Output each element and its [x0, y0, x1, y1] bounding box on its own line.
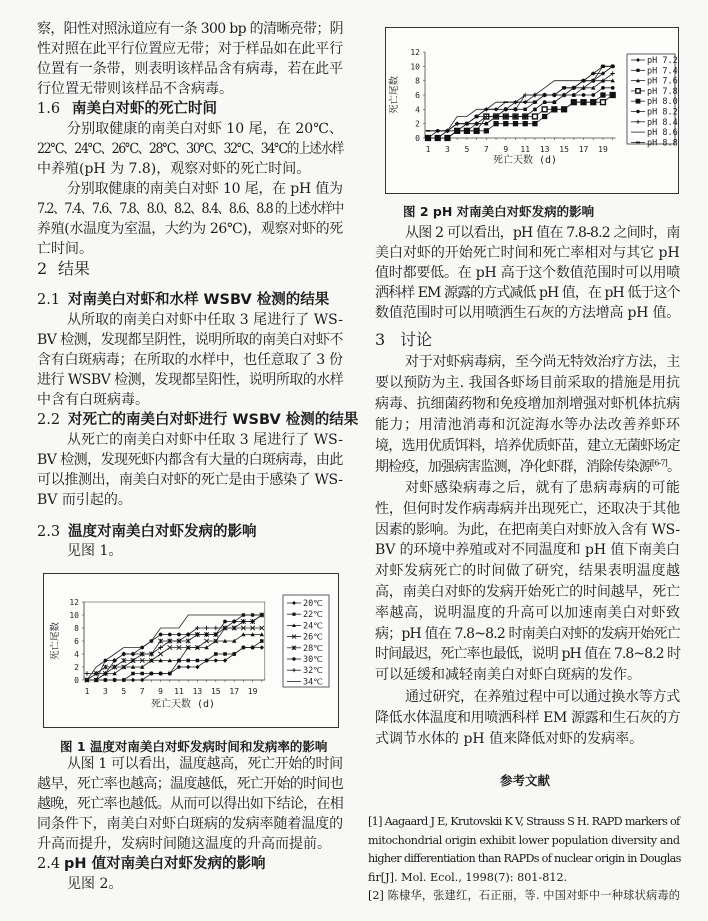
- x-tick-label: 17: [578, 145, 589, 154]
- text-line: 亡时间。: [37, 241, 93, 257]
- reference-line: higher differentiation than RAPDs of nuclear origin in Douglas: [368, 852, 681, 865]
- data-point: [610, 66, 614, 68]
- legend-label: 20℃: [303, 599, 323, 609]
- data-point: [572, 87, 576, 89]
- data-point: [205, 633, 209, 637]
- data-point: [533, 107, 537, 111]
- data-point: [168, 633, 172, 637]
- x-axis-label: 死亡天数 (d): [150, 699, 216, 710]
- section-number: 2.1: [37, 292, 61, 308]
- section-number: 2: [37, 259, 48, 278]
- text-line: 能力；用清池消毒和沉淀海水等办法改善养虾环: [375, 417, 680, 433]
- text-tail: 。: [666, 459, 681, 475]
- section-heading: [37, 522, 257, 542]
- figure-1-caption: 图 1 温度对南美白对虾发病时间和发病率的影响: [60, 739, 328, 754]
- legend-label: 28℃: [303, 643, 323, 654]
- text-line: BV 检测，发现都呈阴性，说明所取的南美白对虾不: [37, 332, 343, 348]
- text-line: 值时都要低。在 pH 高于这个数值范围时可以用喷: [375, 265, 681, 281]
- legend-label: pH 8.6: [647, 128, 678, 139]
- x-tick-label: 5: [464, 145, 470, 154]
- x-tick-label: 7: [139, 687, 145, 696]
- text-line: 越早，死亡率也越高；温度越低，死亡开始的时间也: [37, 776, 343, 792]
- data-point: [455, 129, 459, 133]
- data-point: [601, 66, 605, 68]
- x-tick-label: 19: [598, 145, 608, 154]
- data-point: [464, 128, 469, 133]
- section-title: 南美白对虾的死亡时间: [72, 101, 217, 117]
- data-point: [591, 93, 595, 97]
- data-point: [223, 620, 227, 624]
- data-point: [484, 128, 489, 133]
- data-point: [260, 639, 264, 643]
- legend-label: 30℃: [303, 655, 323, 665]
- text-line: 见图 2。: [67, 876, 123, 892]
- data-point: [533, 114, 538, 119]
- data-point: [523, 121, 528, 126]
- data-point: [445, 130, 449, 132]
- y-axis-label: 死亡尾数: [50, 621, 61, 661]
- y-axis-label: 死亡尾数: [389, 75, 400, 115]
- data-point: [177, 633, 181, 637]
- y-tick-label: 2: [415, 119, 420, 129]
- text-line: 进行 WSBV 检测，发现都呈阳性，说明所取的水样: [37, 372, 344, 388]
- legend-label: 26℃: [303, 632, 323, 643]
- data-point: [504, 101, 508, 103]
- legend: [283, 595, 329, 687]
- text-line: 升高而提升，发病时间随这温度的升高而提前。: [37, 836, 331, 852]
- citation: [6-7]: [651, 458, 667, 468]
- reference-line: mitochondrial origin exhibit lower population diversity and: [368, 833, 680, 847]
- section-number: 2.4: [37, 856, 61, 872]
- text-line: 7.2、7.4、7.6、7.8、8.0、8.2、8.4、8.6、8.8 的上述水样中: [37, 201, 343, 217]
- text-line: 从死亡的南美白对虾中任取 3 尾进行了 WS-: [67, 432, 343, 448]
- section-heading: [37, 410, 358, 430]
- section-title: pH 值对南美白对虾发病的影响: [64, 856, 266, 872]
- legend-marker: [636, 69, 639, 72]
- x-tick-label: 3: [445, 145, 450, 154]
- text-line: 中养殖(pH 为 7.8)，观察对虾的死亡时间。: [37, 161, 311, 177]
- data-point: [611, 86, 615, 90]
- y-tick-label: 12: [69, 598, 79, 607]
- text-line: 中含有白斑病毒。: [37, 392, 149, 408]
- data-point: [533, 101, 537, 103]
- text-line: 从图 1 可以看出，温度越高，死亡开始的时间: [67, 756, 343, 772]
- y-tick-label: 2: [74, 663, 79, 672]
- data-point: [436, 130, 440, 132]
- text-line: 含有白斑病毒；在所取的水样中，也任意取了 3 份: [37, 352, 343, 368]
- text-line: BV 检测，发现死虾内都含有大量的白斑病毒，由此: [37, 452, 343, 468]
- data-point: [523, 115, 527, 119]
- text-line: 性对照在此平行位置应无带；对于样品如在此平行: [37, 41, 343, 57]
- text-line: 美白对虾的开始死亡时间和死亡率相对与其它 pH: [375, 245, 680, 261]
- data-point: [484, 122, 488, 126]
- reference-line: [2] 陈棣华，张建红，石正丽，等. 中国对虾中一种球状病毒的: [368, 889, 680, 902]
- text-line: 分别取健康的南美白对虾 10 尾，在 20℃、: [67, 121, 343, 137]
- section-title: 对南美白对虾和水样 WSBV 检测的结果: [68, 292, 330, 308]
- data-point: [251, 646, 255, 650]
- legend-marker: [636, 142, 640, 144]
- text-line: 养殖(水温度为室温，大约为 26℃)，观察对虾的死: [37, 221, 343, 237]
- text-line: 对虾发病死亡的时间做了研究，结果表明温度越: [375, 563, 680, 580]
- legend: [627, 54, 678, 148]
- data-point: [523, 101, 527, 103]
- x-tick-label: 15: [559, 145, 569, 154]
- data-point: [196, 633, 200, 637]
- text-line: 对虾感染病毒之后，就有了患病毒病的可能: [405, 480, 680, 496]
- y-tick-label: 4: [415, 105, 420, 115]
- figure-2-caption: 图 2 pH 对南美白对虾发病的影响: [403, 204, 595, 219]
- y-tick-label: 4: [74, 650, 79, 659]
- text-line: 病；pH 值在 7.8~8.2 时南美白对虾的发病开始死亡: [375, 625, 680, 642]
- legend-label: 22℃: [303, 610, 323, 621]
- y-tick-label: 10: [69, 611, 79, 620]
- x-tick-label: 9: [158, 687, 164, 696]
- text-line: BV 的环境中养殖或对不同温度和 pH 值下南美白: [375, 542, 680, 559]
- text-line: 降低水体温度和用喷洒科样 EM 源露和生石灰的方: [375, 709, 681, 726]
- text-line: 可以推测出，南美白对虾的死亡是由于感染了 WS-: [37, 472, 343, 488]
- text-line: 高，南美白对虾的发病开始死亡的时间越早，死亡: [375, 584, 680, 600]
- data-point: [104, 678, 108, 682]
- data-point: [113, 678, 117, 682]
- legend-label: 32℃: [303, 666, 323, 677]
- data-point: [465, 123, 469, 125]
- legend-marker: [636, 89, 640, 93]
- legend-label: pH 7.8: [647, 86, 678, 97]
- section-number: 1.6: [37, 101, 61, 117]
- y-tick-label: 12: [410, 48, 420, 57]
- reference-line: fir[J]. Mol. Ecol., 1998(7): 801-812.: [368, 870, 568, 884]
- text-line: [375, 457, 680, 477]
- x-axis-label: 死亡天数 (d): [492, 155, 558, 166]
- data-point: [532, 121, 537, 126]
- data-point: [455, 123, 459, 125]
- section-title: 讨论: [400, 330, 433, 349]
- data-point: [214, 652, 218, 656]
- data-point: [186, 659, 190, 663]
- y-tick-label: 6: [74, 637, 79, 646]
- legend-label: pH 7.6: [647, 76, 678, 87]
- text-line: 数值范围时可以用喷洒生石灰的方法增高 pH 值。: [375, 305, 681, 321]
- section-heading: [375, 330, 432, 350]
- x-tick-label: 13: [539, 145, 550, 154]
- data-point: [140, 672, 144, 676]
- text-line-main: 期检疫，加强病害监测，净化虾群，消除传染源: [375, 459, 652, 475]
- text-line: 因素的影响。为此，在把南美白对虾放入含有 WS-: [375, 521, 680, 538]
- data-point: [542, 94, 546, 96]
- y-tick-label: 8: [74, 624, 79, 633]
- data-point: [543, 100, 547, 104]
- text-line: 性，但何时发作病毒病并出现死亡，还取决于其他: [375, 500, 680, 517]
- data-point: [205, 659, 209, 663]
- data-point: [552, 94, 556, 96]
- data-point: [513, 121, 518, 126]
- data-point: [159, 672, 163, 676]
- data-point: [591, 73, 595, 75]
- data-point: [581, 80, 585, 82]
- section-title: 对死亡的南美白对虾进行 WSBV 检测的结果: [68, 412, 359, 428]
- text-line: 时间最迟，死亡率也最低，说明 pH 值在 7.8~8.2 时: [375, 646, 681, 663]
- legend-marker: [292, 613, 295, 616]
- y-tick-label: 8: [415, 76, 420, 86]
- y-tick-label: 10: [410, 62, 420, 72]
- data-point: [591, 100, 596, 105]
- data-point: [494, 109, 498, 111]
- data-point: [426, 130, 430, 132]
- text-line: 行位置无带则该样品不含病毒。: [37, 81, 233, 97]
- legend-marker: [636, 99, 641, 104]
- section-heading: [37, 854, 266, 874]
- data-point: [601, 100, 606, 105]
- text-line: 率越高，说明温度的升高可以加速南美白对虾致: [375, 604, 680, 621]
- data-point: [232, 652, 236, 656]
- legend-label: pH 8.8: [647, 138, 678, 149]
- data-point: [493, 121, 498, 126]
- data-point: [572, 93, 576, 97]
- legend-marker: [292, 657, 295, 660]
- x-tick-label: 3: [102, 687, 108, 696]
- text-line: 分别取健康的南美白对虾 10 尾，在 pH 值为: [67, 181, 343, 197]
- data-point: [581, 100, 586, 105]
- y-tick-label: 0: [415, 134, 420, 143]
- x-tick-label: 9: [503, 145, 509, 154]
- section-number: 2.3: [37, 524, 61, 540]
- x-tick-label: 19: [247, 687, 258, 696]
- data-point: [601, 86, 605, 90]
- references-title: 参考文献: [500, 773, 551, 788]
- text-line: 对于对虾病毒病，至今尚无特效治疗方法，主: [405, 354, 680, 370]
- legend-label: pH 8.4: [647, 117, 678, 128]
- data-point: [552, 107, 557, 112]
- legend-label: pH 8.0: [647, 97, 678, 108]
- x-tick-label: 5: [121, 687, 127, 696]
- text-line: 见图 1。: [67, 543, 123, 559]
- figure-2-chart: [385, 27, 679, 194]
- data-point: [503, 121, 508, 126]
- text-line: 通过研究，在养殖过程中可以通过换水等方式: [405, 689, 680, 705]
- text-line: 同条件下，南美白对虾白斑病的发病率随着温度的: [37, 816, 343, 832]
- data-point: [94, 678, 98, 682]
- section-heading: [37, 99, 217, 119]
- x-tick-label: 7: [483, 145, 489, 154]
- data-point: [523, 108, 527, 112]
- section-number: 3: [375, 330, 386, 349]
- section-heading: [37, 290, 329, 310]
- section-title: 温度对南美白对虾发病的影响: [68, 524, 257, 540]
- x-tick-label: 17: [229, 687, 240, 696]
- data-point: [150, 672, 154, 676]
- data-point: [542, 107, 547, 112]
- data-point: [610, 92, 615, 97]
- text-line: 洒科样 EM 源露的方式减低 pH 值，在 pH 低于这个: [375, 285, 680, 301]
- legend-label: 34℃: [303, 677, 323, 688]
- section-heading: [37, 259, 90, 279]
- legend-label: 24℃: [303, 621, 323, 632]
- legend-label: pH 7.4: [647, 66, 678, 77]
- data-point: [131, 672, 135, 676]
- data-point: [514, 115, 518, 119]
- text-line: 22℃、24℃、26℃、28℃、30℃、32℃、34℃的上述水样: [37, 141, 343, 157]
- data-point: [214, 633, 218, 637]
- data-point: [196, 659, 200, 663]
- data-point: [223, 652, 227, 656]
- x-tick-label: 1: [425, 145, 431, 154]
- data-point: [159, 633, 163, 637]
- x-tick-label: 15: [210, 687, 221, 696]
- y-tick-label: 0: [74, 676, 79, 685]
- data-point: [582, 93, 586, 97]
- text-line: 境，选用优质饵料，培养优质虾苗，建立无菌虾场定: [375, 438, 680, 454]
- x-tick-label: 11: [174, 687, 184, 696]
- text-line: 式调节水体的 pH 值来降低对虾的发病率。: [375, 730, 644, 747]
- data-point: [542, 114, 547, 119]
- data-point: [445, 135, 450, 140]
- section-title: 结果: [58, 259, 91, 278]
- data-point: [242, 646, 246, 650]
- legend-label: pH 7.2: [647, 56, 678, 66]
- text-line: 越晚，死亡率也越低。从而可以得出如下结论，在相: [37, 796, 343, 812]
- text-line: 病毒、抗细菌药物和免疫增加剂增强对虾机体抗病: [375, 396, 680, 412]
- data-point: [474, 116, 478, 118]
- data-point: [562, 87, 566, 89]
- legend-label: pH 8.2: [647, 107, 678, 118]
- data-point: [600, 92, 605, 97]
- y-tick-label: 6: [415, 91, 420, 100]
- reference-line: [1] Aagaard J E, Krutovskii K V, Strauss S H. RAPD markers of: [368, 815, 680, 828]
- text-line: 从所取的南美白对虾中任取 3 尾进行了 WS-: [67, 312, 343, 328]
- text-line: 察，阳性对照泳道应有一条 300 bp 的清晰亮带；阴: [37, 21, 343, 37]
- text-line: BV 而引起的。: [37, 492, 132, 508]
- x-tick-label: 13: [192, 687, 203, 696]
- text-line: 要以预防为主. 我国各虾场目前采取的措施是用抗: [375, 375, 680, 391]
- data-point: [122, 678, 126, 682]
- section-number: 2.2: [37, 412, 61, 428]
- text-line: 从图 2 可以看出，pH 值在 7.8-8.2 之间时，南: [405, 225, 680, 241]
- data-point: [571, 100, 576, 105]
- data-point: [474, 128, 479, 133]
- figure-1-chart: [43, 573, 339, 728]
- data-point: [513, 101, 517, 103]
- data-point: [484, 109, 488, 111]
- data-point: [504, 115, 508, 119]
- data-point: [552, 100, 556, 104]
- text-line: 可以延缓和减轻南美白对虾白斑病的发作。: [375, 667, 641, 684]
- x-tick-label: 11: [520, 145, 531, 154]
- data-point: [168, 672, 172, 676]
- text-line: 位置有一条带，则表明该样品含有病毒，若在此平: [37, 61, 343, 77]
- x-tick-label: 1: [84, 687, 90, 696]
- legend-marker: [636, 110, 639, 113]
- data-point: [561, 107, 566, 112]
